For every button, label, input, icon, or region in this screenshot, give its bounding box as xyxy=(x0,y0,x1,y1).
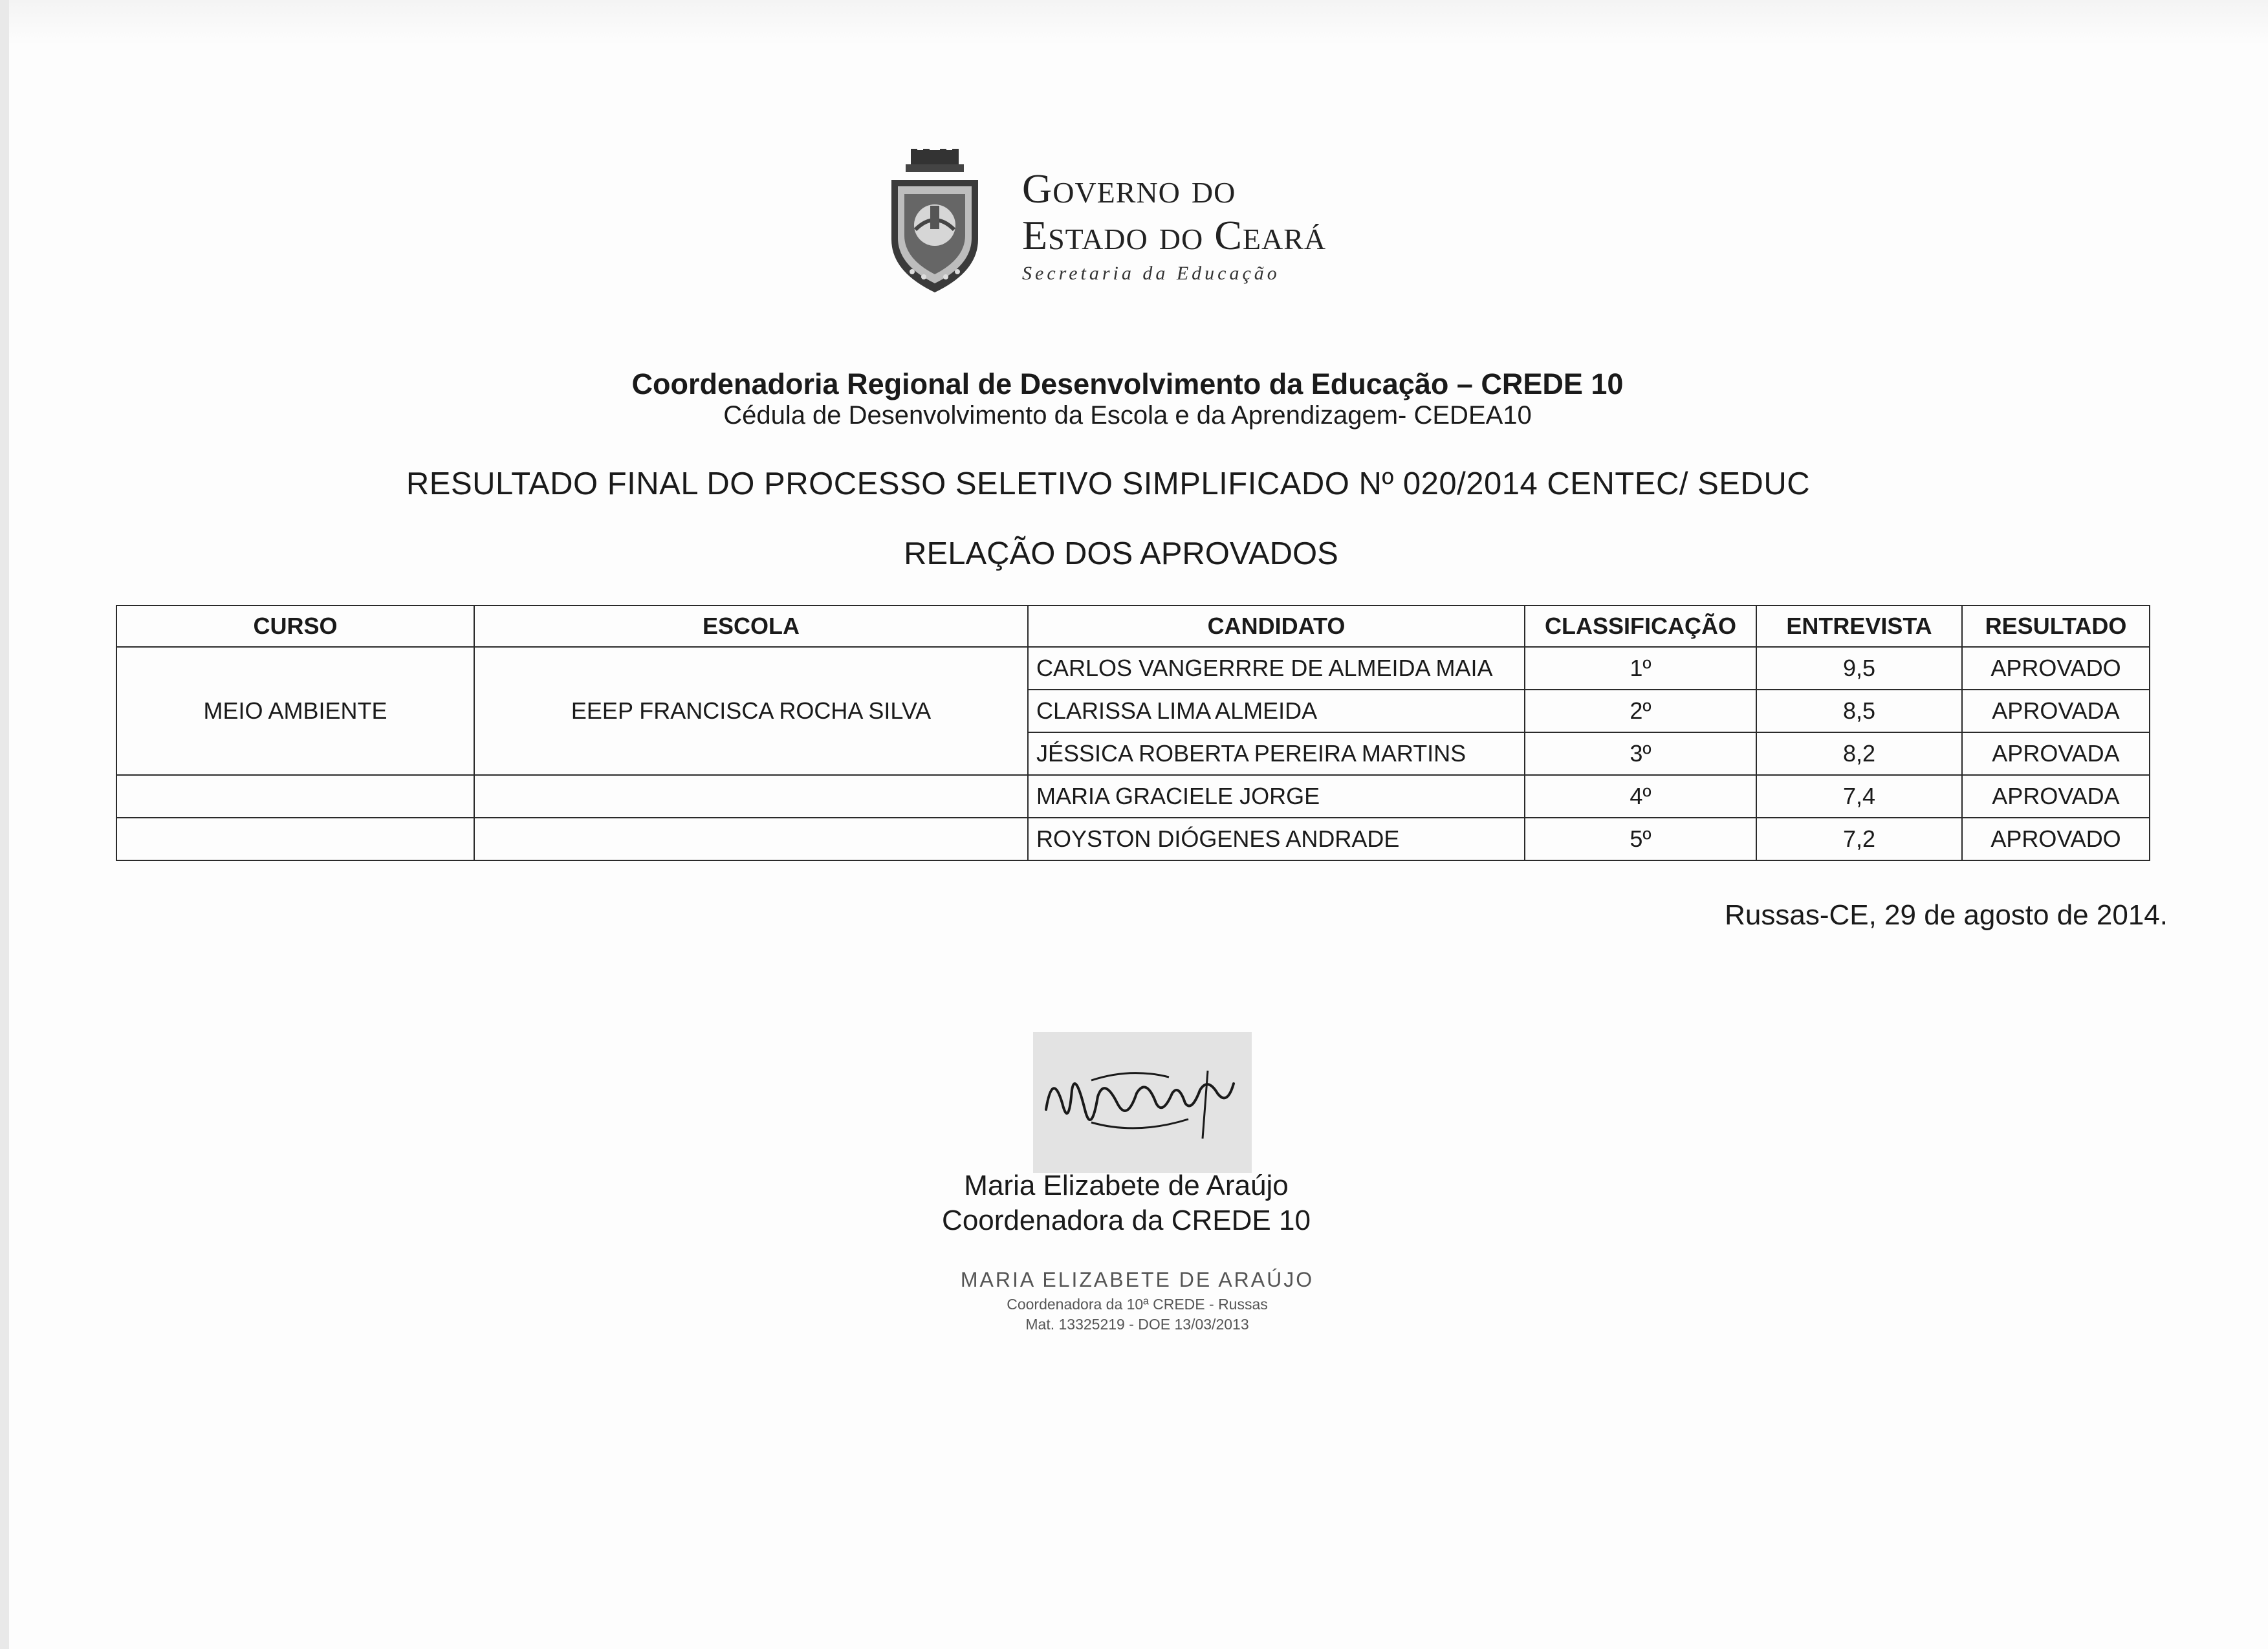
table-row xyxy=(116,647,2150,690)
classificacao-cell: 1º xyxy=(1525,647,1756,690)
secretaria-subtitle: Secretaria da Educação xyxy=(1022,263,1280,284)
escola-cell-empty xyxy=(474,775,1028,818)
entrevista-cell: 9,5 xyxy=(1756,647,1962,690)
stamp-name: MARIA ELIZABETE DE ARAÚJO xyxy=(960,1268,1314,1291)
column-header-resultado: RESULTADO xyxy=(1962,606,2150,647)
signer-role: Coordenadora da CREDE 10 xyxy=(942,1205,1311,1236)
candidato-cell: JÉSSICA ROBERTA PEREIRA MARTINS xyxy=(1028,732,1525,775)
column-header-candidato: CANDIDATO xyxy=(1028,606,1525,647)
column-header-classificacao: CLASSIFICAÇÃO xyxy=(1525,606,1756,647)
curso-cell: MEIO AMBIENTE xyxy=(116,647,474,775)
candidato-cell: ROYSTON DIÓGENES ANDRADE xyxy=(1028,818,1525,860)
escola-cell-empty xyxy=(474,818,1028,860)
curso-cell-empty xyxy=(116,818,474,860)
escola-cell: EEEP FRANCISCA ROCHA SILVA xyxy=(474,647,1028,775)
resultado-cell: APROVADA xyxy=(1962,690,2150,732)
gov-title-line-2: ESTADO DO CEARÁ xyxy=(1022,212,1327,258)
candidato-cell: CLARISSA LIMA ALMEIDA xyxy=(1028,690,1525,732)
approved-candidates-table xyxy=(116,605,2150,861)
table-header-row xyxy=(116,606,2150,647)
resultado-title: RESULTADO FINAL DO PROCESSO SELETIVO SIMPLIFICADO Nº 020/2014 CENTEC/ SEDUC xyxy=(406,466,1811,501)
gov-title-line-1: GOVERNO DO xyxy=(1022,166,1236,212)
state-coat-of-arms-icon xyxy=(886,149,983,294)
column-header-curso: CURSO xyxy=(116,606,474,647)
signature-scribble-icon xyxy=(1033,1032,1252,1173)
entrevista-cell: 8,2 xyxy=(1756,732,1962,775)
classificacao-cell: 5º xyxy=(1525,818,1756,860)
stamp-registration: Mat. 13325219 - DOE 13/03/2013 xyxy=(1025,1316,1249,1333)
signer-name: Maria Elizabete de Araújo xyxy=(964,1170,1289,1201)
classificacao-cell: 3º xyxy=(1525,732,1756,775)
resultado-cell: APROVADO xyxy=(1962,647,2150,690)
table-row xyxy=(116,775,2150,818)
relacao-title: RELAÇÃO DOS APROVADOS xyxy=(904,536,1338,571)
classificacao-cell: 2º xyxy=(1525,690,1756,732)
resultado-cell: APROVADA xyxy=(1962,732,2150,775)
resultado-cell: APROVADO xyxy=(1962,818,2150,860)
column-header-escola: ESCOLA xyxy=(474,606,1028,647)
government-logo xyxy=(886,149,1404,304)
classificacao-cell: 4º xyxy=(1525,775,1756,818)
date-location: Russas-CE, 29 de agosto de 2014. xyxy=(1725,899,2168,931)
entrevista-cell: 7,2 xyxy=(1756,818,1962,860)
scan-left-edge xyxy=(0,0,9,1649)
cedula-subheading: Cédula de Desenvolvimento da Escola e da Aprendizagem- CEDEA10 xyxy=(723,401,1532,430)
stamp-role: Coordenadora da 10ª CREDE - Russas xyxy=(1007,1296,1268,1313)
candidato-cell: MARIA GRACIELE JORGE xyxy=(1028,775,1525,818)
curso-cell-empty xyxy=(116,775,474,818)
entrevista-cell: 7,4 xyxy=(1756,775,1962,818)
government-title xyxy=(1022,168,1326,283)
entrevista-cell: 8,5 xyxy=(1756,690,1962,732)
scan-top-edge xyxy=(0,0,2268,45)
column-header-entrevista: ENTREVISTA xyxy=(1756,606,1962,647)
candidato-cell: CARLOS VANGERRRE DE ALMEIDA MAIA xyxy=(1028,647,1525,690)
table-row xyxy=(116,818,2150,860)
resultado-cell: APROVADA xyxy=(1962,775,2150,818)
coordenadoria-heading: Coordenadoria Regional de Desenvolvimento da Educação – CREDE 10 xyxy=(631,367,1624,400)
handwritten-signature xyxy=(1033,1032,1252,1173)
